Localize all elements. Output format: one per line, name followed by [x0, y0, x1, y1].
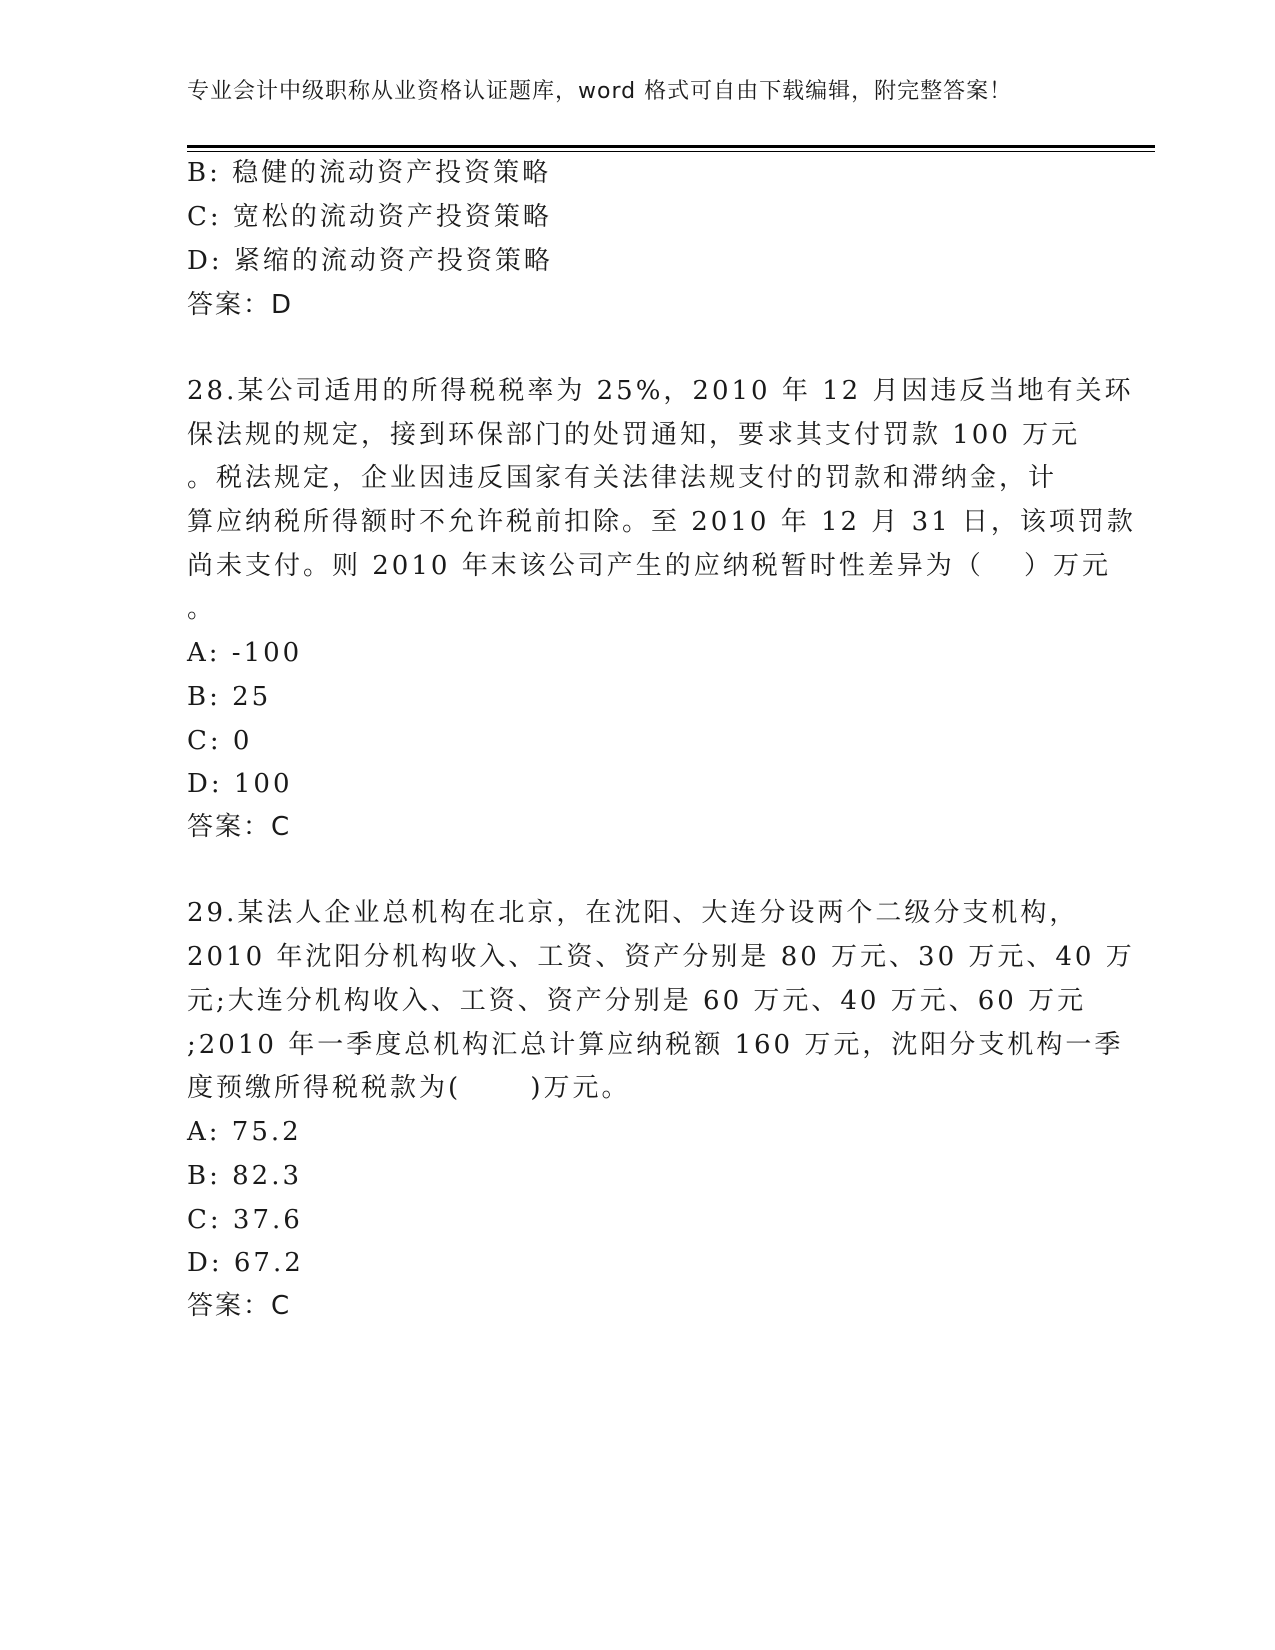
question-stem-line: 算应纳税所得额时不允许税前扣除。至 2010 年 12 月 31 日，该项罚款: [187, 507, 1136, 537]
option-d: D: 67.2: [187, 1248, 304, 1278]
question-stem-line: 29.某法人企业总机构在北京，在沈阳、大连分设两个二级分支机构，: [187, 898, 1079, 928]
question-stem-line: 度预缴所得税税款为( )万元。: [187, 1073, 631, 1103]
header-rule-thick: [187, 145, 1155, 148]
option-b: B: 82.3: [187, 1161, 303, 1191]
question-stem-line: ;2010 年一季度总机构汇总计算应纳税额 160 万元，沈阳分支机构一季: [187, 1030, 1124, 1060]
answer: 答案：C: [187, 1291, 292, 1321]
question-stem-line: 元;大连分机构收入、工资、资产分别是 60 万元、40 万元、60 万元: [187, 986, 1087, 1016]
question-stem-line: 。: [187, 594, 217, 624]
question-stem-line: 28.某公司适用的所得税税率为 25%，2010 年 12 月因违反当地有关环: [187, 376, 1134, 406]
question-stem-line: 尚未支付。则 2010 年末该公司产生的应纳税暂时性差异为（ ）万元: [187, 551, 1111, 581]
option-c: C: 0: [187, 726, 253, 756]
option-d: D: 100: [187, 769, 293, 799]
option-a: A: -100: [187, 638, 303, 668]
answer: 答案：C: [187, 812, 292, 842]
header-rule-thin: [187, 151, 1155, 152]
question-stem-line: 。税法规定，企业因违反国家有关法律法规支付的罚款和滞纳金，计: [187, 463, 1058, 493]
option-d: D: 紧缩的流动资产投资策略: [187, 246, 553, 276]
option-b: B: 25: [187, 682, 272, 712]
header-text: 专业会计中级职称从业资格认证题库，word 格式可自由下载编辑，附完整答案！: [187, 79, 1013, 104]
answer: 答案：D: [187, 290, 294, 320]
question-stem-line: 保法规的规定，接到环保部门的处罚通知，要求其支付罚款 100 万元: [187, 420, 1081, 450]
option-c: C: 宽松的流动资产投资策略: [187, 202, 552, 232]
option-b: B: 稳健的流动资产投资策略: [187, 158, 552, 188]
option-c: C: 37.6: [187, 1205, 303, 1235]
question-stem-line: 2010 年沈阳分机构收入、工资、资产分别是 80 万元、30 万元、40 万: [187, 942, 1135, 972]
option-a: A: 75.2: [187, 1117, 302, 1147]
